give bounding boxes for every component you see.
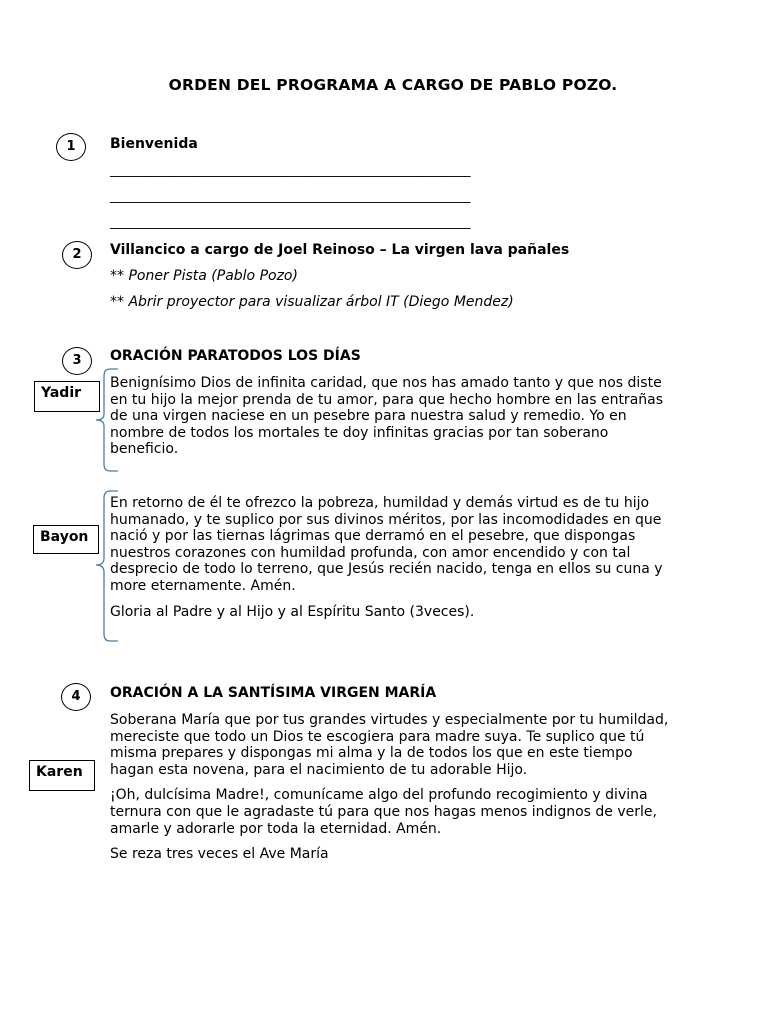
paragraph: ¡Oh, dulcísima Madre!, comunícame algo del profundo recogimiento y divina ternura con que le agradaste tú para que nos hagas menos indignos de verle, amarle y adorarle por toda la eternidad. Amén. bbox=[110, 787, 657, 837]
section-number-1: 1 bbox=[56, 133, 86, 161]
blank-line-3: _____________________________________________________________ bbox=[110, 215, 470, 230]
name-box-bayon: Bayon bbox=[33, 525, 99, 554]
blank-line-2: _____________________________________________________________ bbox=[110, 189, 470, 204]
paragraph: En retorno de él te ofrezco la pobreza, humildad y demás virtud es de tu hijo humanado, y te suplico por sus divinos méritos, por las incomodidades en que nació y por las tiernas lágrimas que derramó en el pesebre, que dispongas nuestros corazones con humildad profunda, con amor encendido y con tal desprecio de todo lo terreno, que Jesús recién nacido, tenga en ellos su cuna y more eternamente. Amén. bbox=[110, 495, 663, 594]
prayer-text-4 bbox=[110, 712, 680, 872]
prayer-text-3 bbox=[110, 375, 680, 467]
section-number-2: 2 bbox=[62, 241, 92, 269]
section-heading-3: ORACIÓN PARATODOS LOS DÍAS bbox=[110, 348, 361, 364]
prayer-text-3b bbox=[110, 495, 680, 629]
blank-line-1: _____________________________________________________________ bbox=[110, 163, 470, 178]
bracket-bayon bbox=[90, 490, 120, 642]
brace-path bbox=[96, 491, 118, 641]
name-box-yadir: Yadir bbox=[34, 381, 100, 412]
paragraph: Soberana María que por tus grandes virtudes y especialmente por tu humildad, mereciste que todo un Dios te escogiera para madre suya. Te suplico que tú misma prepares y dispongas mi alma y la de todos los que en este tiempo hagan esta novena, para el nacimiento de tu adorable Hijo. bbox=[110, 712, 669, 778]
section-heading-1: Bienvenida bbox=[110, 136, 198, 152]
document-title: ORDEN DEL PROGRAMA A CARGO DE PABLO POZO. bbox=[168, 76, 618, 94]
section-number-3: 3 bbox=[62, 347, 92, 375]
section-heading-2: Villancico a cargo de Joel Reinoso – La virgen lava pañales bbox=[110, 242, 570, 258]
note-line-1: ** Poner Pista (Pablo Pozo) bbox=[110, 268, 298, 284]
section-heading-4: ORACIÓN A LA SANTÍSIMA VIRGEN MARÍA bbox=[110, 685, 437, 701]
paragraph: Se reza tres veces el Ave María bbox=[110, 846, 329, 863]
paragraph: Gloria al Padre y al Hijo y al Espíritu Santo (3veces). bbox=[110, 603, 475, 620]
name-box-karen: Karen bbox=[29, 760, 95, 791]
paragraph: Benignísimo Dios de infinita caridad, que nos has amado tanto y que nos diste en tu hijo la mejor prenda de tu amor, para que hecho hombre en las entrañas de una virgen naciese en un pesebre para nuestra salud y remedio. Yo en nombre de todos los mortales te doy infinitas gracias por tan soberano beneficio. bbox=[110, 375, 664, 458]
note-line-2: ** Abrir proyector para visualizar árbol IT (Diego Mendez) bbox=[110, 294, 514, 310]
section-number-4: 4 bbox=[61, 683, 91, 711]
